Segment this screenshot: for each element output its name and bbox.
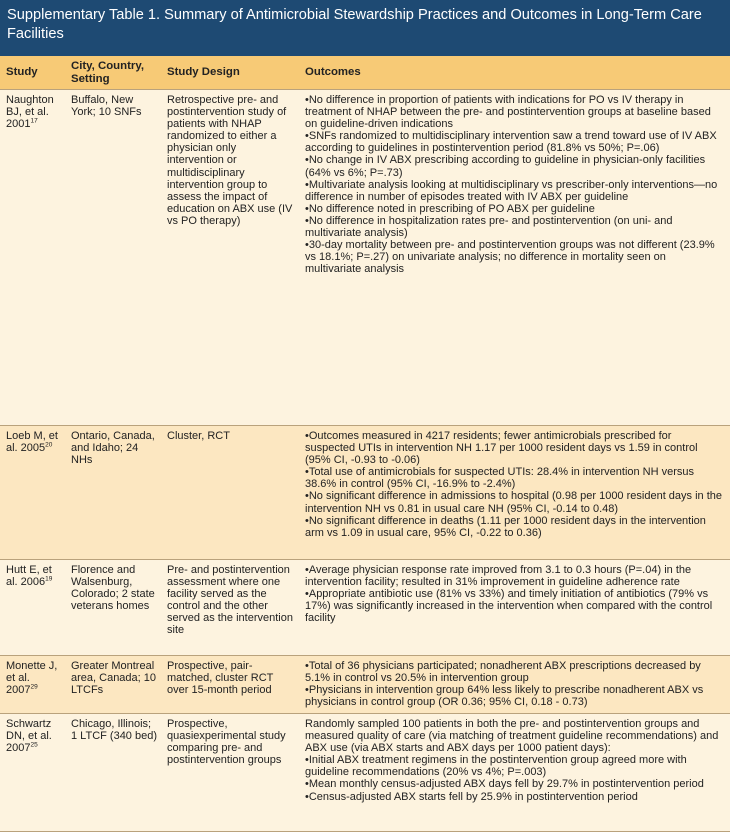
study-name: Loeb M, et al. 2005 (6, 430, 58, 455)
col-header-study: Study (0, 56, 65, 90)
study-cell (0, 656, 65, 714)
city-cell: Chicago, Illinois; 1 LTCF (340 bed) (65, 714, 161, 832)
study-cell (0, 90, 65, 426)
reference-number: 17 (30, 117, 38, 125)
outcome-item: •No significant difference in admissions to hospital (0.98 per 1000 resident days in the intervention NH vs 0.81 in usual care NH (95% CI, -0.14 to 0.48) (305, 490, 723, 515)
table-row (0, 560, 730, 656)
table-row (0, 426, 730, 560)
col-header-outcomes: Outcomes (299, 56, 730, 90)
col-header-design: Study Design (161, 56, 299, 90)
study-cell (0, 426, 65, 560)
stewardship-table (0, 56, 730, 832)
design-cell: Prospective, quasiexperimental study comparing pre- and postintervention groups (161, 714, 299, 832)
reference-number: 25 (30, 741, 38, 749)
outcomes-cell (299, 426, 730, 560)
city-cell: Buffalo, New York; 10 SNFs (65, 90, 161, 426)
outcome-item: •Multivariate analysis looking at multidisciplinary vs prescriber-only interventions—no difference in number of episodes treated with IV ABX per guideline (305, 178, 718, 203)
col-header-city: City, Country, Setting (65, 56, 161, 90)
outcome-item: •Average physician response rate improved from 3.1 to 0.3 hours (P=.04) in the intervention facility; resulted in 31% improvement in guideline adherence rate (305, 564, 692, 589)
outcome-item: •Outcomes measured in 4217 residents; fewer antimicrobials prescribed for suspected UTIs in intervention NH 1.17 per 1000 resident days vs 1.59 in control (95% CI, -0.93 to -0.06) (305, 430, 698, 467)
reference-number: 29 (30, 683, 38, 691)
design-cell: Cluster, RCT (161, 426, 299, 560)
table-row (0, 90, 730, 426)
outcomes-cell (299, 714, 730, 832)
study-name: Schwartz DN, et al. 2007 (6, 718, 52, 755)
outcome-item: •No difference in proportion of patients with indications for PO vs IV therapy in treatment of NHAP between the pre- and postintervention groups at baseline based on guideline-driven indications (305, 94, 711, 131)
table-row (0, 714, 730, 832)
study-name: Hutt E, et al. 2006 (6, 564, 52, 589)
outcome-item: •30-day mortality between pre- and postintervention groups was not different (23.9% vs 18.1%; P=.27) on univariate analysis; no difference in mortality seen on multivariate analysis (305, 239, 715, 276)
study-cell (0, 714, 65, 832)
design-cell: Pre- and postintervention assessment where one facility served as the control and the other served as the intervention site (161, 560, 299, 656)
reference-number: 20 (45, 441, 53, 449)
design-cell: Prospective, pair-matched, cluster RCT over 15-month period (161, 656, 299, 714)
outcomes-cell (299, 90, 730, 426)
table-row (0, 656, 730, 714)
reference-number: 19 (45, 575, 53, 583)
outcome-item: •No difference noted in prescribing of PO ABX per guideline (305, 202, 595, 215)
study-name: Monette J, et al. 2007 (6, 660, 58, 697)
outcomes-cell (299, 560, 730, 656)
outcome-item: •Physicians in intervention group 64% less likely to prescribe nonadherent ABX vs physicians in control group (OR 0.36; 95% CI, 0.18 - 0.73) (305, 684, 704, 709)
outcome-item: •Initial ABX treatment regimens in the postintervention group agreed more with guideline recommendations (20% vs 4%; P=.003) (305, 754, 687, 779)
outcome-item: •Appropriate antibiotic use (81% vs 33%) and timely initiation of antibiotics (79% vs 17%) was significantly increased in the intervention when compared with the control facility (305, 588, 713, 625)
outcome-item: •No change in IV ABX prescribing according to guideline in physician-only facilities (64% vs 6%; P=.73) (305, 154, 706, 179)
outcome-item: •Census-adjusted ABX starts fell by 25.9% in postintervention period (305, 790, 638, 803)
header-row (0, 56, 730, 90)
city-cell: Greater Montreal area, Canada; 10 LTCFs (65, 656, 161, 714)
study-name: Naughton BJ, et al. 2001 (6, 94, 54, 131)
outcome-item: •Total of 36 physicians participated; nonadherent ABX prescriptions decreased by 5.1% in control vs 20.5% in intervention group (305, 660, 701, 685)
city-cell: Florence and Walsenburg, Colorado; 2 state veterans homes (65, 560, 161, 656)
outcome-item: •SNFs randomized to multidisciplinary intervention saw a trend toward use of IV ABX according to guidelines in postintervention period (81.8% vs 50%; P=.06) (305, 130, 717, 155)
outcome-item: •No difference in hospitalization rates pre- and postintervention (on uni- and multivariate analysis) (305, 214, 673, 240)
outcome-item: •No significant difference in deaths (1.11 per 1000 resident days in the intervention arm vs 1.09 in usual care, 95% CI, -0.22 to 0.36) (305, 514, 706, 539)
outcome-item: •Mean monthly census-adjusted ABX days fell by 29.7% in postintervention period (305, 778, 704, 791)
outcome-intro: Randomly sampled 100 patients in both the pre- and postintervention groups and measured quality of care (via matching of treatment guideline recommendations) and ABX use (via ABX starts and ABX days per 1000 patient days): (305, 718, 719, 755)
city-cell: Ontario, Canada, and Idaho; 24 NHs (65, 426, 161, 560)
table-title: Supplementary Table 1. Summary of Antimicrobial Stewardship Practices and Outcomes in Long-Term Care Facilities (0, 0, 730, 56)
study-cell (0, 560, 65, 656)
outcome-item: •Total use of antimicrobials for suspected UTIs: 28.4% in intervention NH versus 38.6% in control (95% CI, -16.9% to -2.4%) (305, 466, 695, 491)
design-cell: Retrospective pre- and postintervention study of patients with NHAP randomized to either a physician only intervention or multidisciplinary intervention group to assess the impact of education on ABX use (IV vs PO therapy) (161, 90, 299, 426)
outcomes-cell (299, 656, 730, 714)
